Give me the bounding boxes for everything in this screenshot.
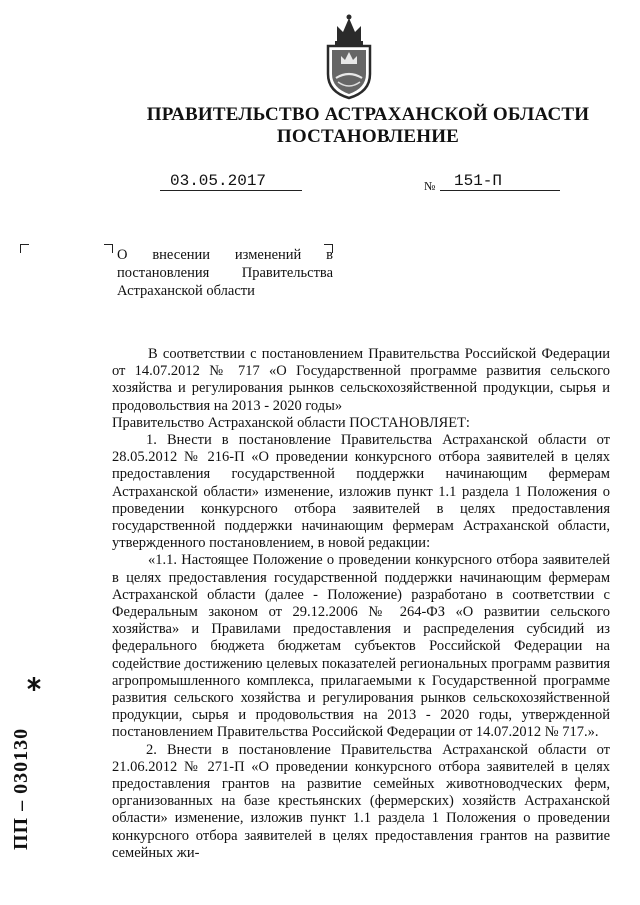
preamble-paragraph: В соответствии с постановлением Правительства Российской Федерации от 14.07.2012 № 717 «О Государственной программе развития сельского хозяйства и регулирования рынков сельскохозяйственной продукции, сырья и продовольствия на 2013 - 2020 годы» — [112, 346, 610, 414]
document-number: 151-П — [440, 172, 560, 191]
corner-mark-left — [20, 244, 29, 253]
resolution-paragraph: Правительство Астраханской области ПОСТАНОВЛЯЕТ: — [112, 414, 470, 431]
number-sign-label: № — [424, 179, 436, 193]
clause-1-paragraph: 1. Внести в постановление Правительства Астраханской области от 28.05.2012 № 216-П «О проведении конкурсного отбора заявителей в целях предоставления государственной поддержки начинающим фермерам Астраханской области» изменение, изложив пункт 1.1 раздела 1 Положения о проведении конкурсного отбора заявителей в целях предоставления государственной поддержки начинающим фермерам Астраханской области, утвержденного постановлением, в новой редакции: — [112, 432, 610, 552]
subject-bracket-left — [104, 244, 113, 253]
document-subject: О внесении изменений в постановления Правительства Астраханской области — [117, 247, 333, 299]
document-type-title: ПОСТАНОВЛЕНИЕ — [276, 126, 460, 147]
side-registration-code: ПП – 030130 — [10, 727, 32, 850]
government-title: ПРАВИТЕЛЬСТВО АСТРАХАНСКОЙ ОБЛАСТИ — [146, 104, 590, 125]
clause-2-paragraph: 2. Внести в постановление Правительства Астраханской области от 21.06.2012 № 271-П «О проведении конкурсного отбора заявителей в целях предоставления грантов на развитие семейных животноводческих ферм, организованных на базе крестьянских (фермерских) хозяйств Астраханской области» изменение, изложив пункт 1.1 раздела 1 Положения о проведении конкурсного отбора заявителей в целях предоставления грантов на развитие семейных жи- — [112, 741, 610, 861]
document-date: 03.05.2017 — [160, 172, 302, 191]
document-body — [112, 346, 610, 862]
asterisk-mark-icon — [26, 676, 42, 692]
coat-of-arms-emblem — [316, 12, 382, 100]
clause-1-quote-paragraph: «1.1. Настоящее Положение о проведении конкурсного отбора заявителей в целях предоставления государственной поддержки начинающим фермерам Астраханской области (далее - Положение) разработано в соответствии с Федеральным законом от 29.12.2006 № 264-ФЗ «О развитии сельского хозяйства» и Правилами предоставления и распределения субсидий из федерального бюджета бюджетам субъектов Российской Федерации на содействие достижению целевых показателей региональных программ развития агропромышленного комплекса, прилагаемыми к Государственной программе развития сельского хозяйства и регулирования рынков сельскохозяйственной продукции, сырья и продовольствия на 2013 - 2020 годы, утвержденной постановлением Правительства Российской Федерации от 14.07.2012 № 717.». — [112, 552, 610, 741]
